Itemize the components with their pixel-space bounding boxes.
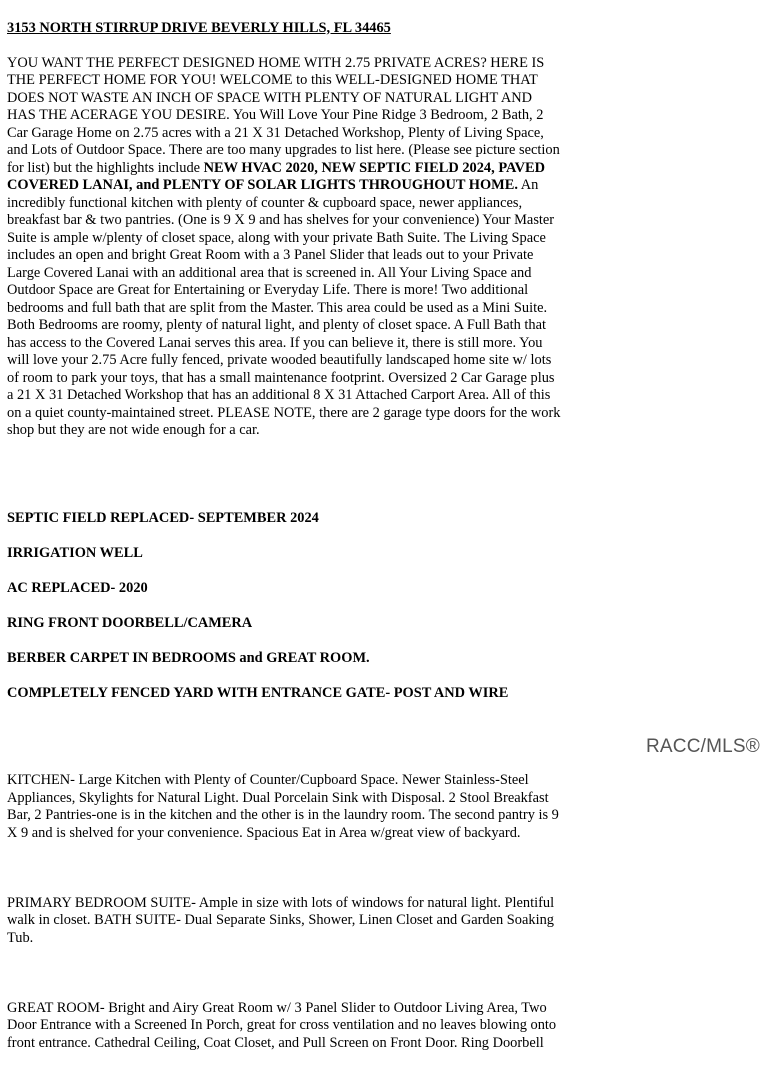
kitchen-paragraph: KITCHEN- Large Kitchen with Plenty of Counter/Cupboard Space. Newer Stainless-Steel Appliances, Skylights for Natural Light. Dual Porcelain Sink with Disposal. 2 Stool Breakfast Bar, 2 Pantries-one is in the kitchen and the other is in the laundry room. The second pantry is 9 X 9 and is shelved for your convenience. Spacious Eat in Area w/great view of backyard.	[7, 772, 559, 841]
highlight-item: IRRIGATION WELL	[7, 544, 143, 561]
highlight-item: SEPTIC FIELD REPLACED- SEPTEMBER 2024	[7, 509, 319, 526]
primary-suite-paragraph: PRIMARY BEDROOM SUITE- Ample in size with lots of windows for natural light. Plentiful walk in closet. BATH SUITE- Dual Separate Sinks, Shower, Linen Closet and Garden Soaking Tub.	[7, 894, 555, 946]
paragraph-gap	[7, 860, 607, 878]
intro-text-part2: An incredibly functional kitchen with plenty of counter & cupboard space, newer appliances, breakfast bar & two pantries. (One is 9 X 9 and has shelves for your convenience) Your Master Suite is ample w/plenty of closet space, along with your private Bath Suite. The Living Space includes an open and bright Great Room with a 3 Panel Slider that leads out to your Private Large Covered Lanai with an additional area that is screened in. All Your Living Space and Outdoor Space are Great for Entertaining or Everyday Life. There is more! Two additional bedrooms and full bath that are split from the Master. This area could be used as a Mini Suite. Both Bedrooms are roomy, plenty of natural light, and plenty of closet space. A Full Bath that has access to the Covered Lanai serves this area. If you can believe it, there is still more. You will love your 2.75 Acre fully fenced, private wooded beautifully landscaped home site w/ lots of room to park your toys, that has a small maintenance footprint. Oversized 2 Car Garage plus a 21 X 31 Detached Workshop that has an additional 8 X 31 Attached Carport Area. All of this on a quiet county-maintained street. PLEASE NOTE, there are 2 garage type doors for the work shop but they are not wide enough for a car.	[7, 177, 561, 438]
great-room-paragraph: GREAT ROOM- Bright and Airy Great Room w/ 3 Panel Slider to Outdoor Living Area, Two Door Entrance with a Screened In Porch, great for cross ventilation and no leaves blowing onto front entrance. Cathedral Ceiling, Coat Closet, and Pull Screen on Front Door. Ring Doorbell	[7, 999, 557, 1051]
intro-highlights-bold: NEW HVAC 2020, NEW SEPTIC FIELD 2024, PAVED COVERED LANAI, and PLENTY OF SOLAR LIGHTS THROUGHOUT HOME.	[7, 159, 545, 193]
intro-text-part1: YOU WANT THE PERFECT DESIGNED HOME WITH 2.75 PRIVATE ACRES? HERE IS THE PERFECT HOME FOR YOU! WELCOME to this WELL-DESIGNED HOME THAT DOES NOT WASTE AN INCH OF SPACE WITH PLENTY OF NATURAL LIGHT AND HAS THE ACERAGE YOU DESIRE. You Will Love Your Pine Ridge 3 Bedroom, 2 Bath, 2 Car Garage Home on 2.75 acres with a 21 X 31 Detached Workshop, Plenty of Living Space, and Lots of Outdoor Space. There are too many upgrades to list here. (Please see picture section for list) but the highlights include	[7, 54, 560, 176]
highlight-item: AC REPLACED- 2020	[7, 579, 148, 596]
paragraph-gap	[7, 965, 607, 983]
paragraph-gap	[7, 457, 607, 475]
paragraph-gap	[7, 737, 607, 755]
highlight-item: COMPLETELY FENCED YARD WITH ENTRANCE GATE- POST AND WIRE	[7, 684, 509, 701]
highlights-list	[7, 492, 607, 720]
mls-watermark: RACC/MLS®	[646, 736, 760, 757]
highlight-item: BERBER CARPET IN BEDROOMS and GREAT ROOM.	[7, 649, 370, 666]
intro-paragraph	[7, 55, 607, 440]
highlight-item: RING FRONT DOORBELL/CAMERA	[7, 614, 253, 631]
listing-document	[7, 2, 607, 1070]
property-address-title: 3153 NORTH STIRRUP DRIVE BEVERLY HILLS, FL 34465	[7, 19, 391, 36]
